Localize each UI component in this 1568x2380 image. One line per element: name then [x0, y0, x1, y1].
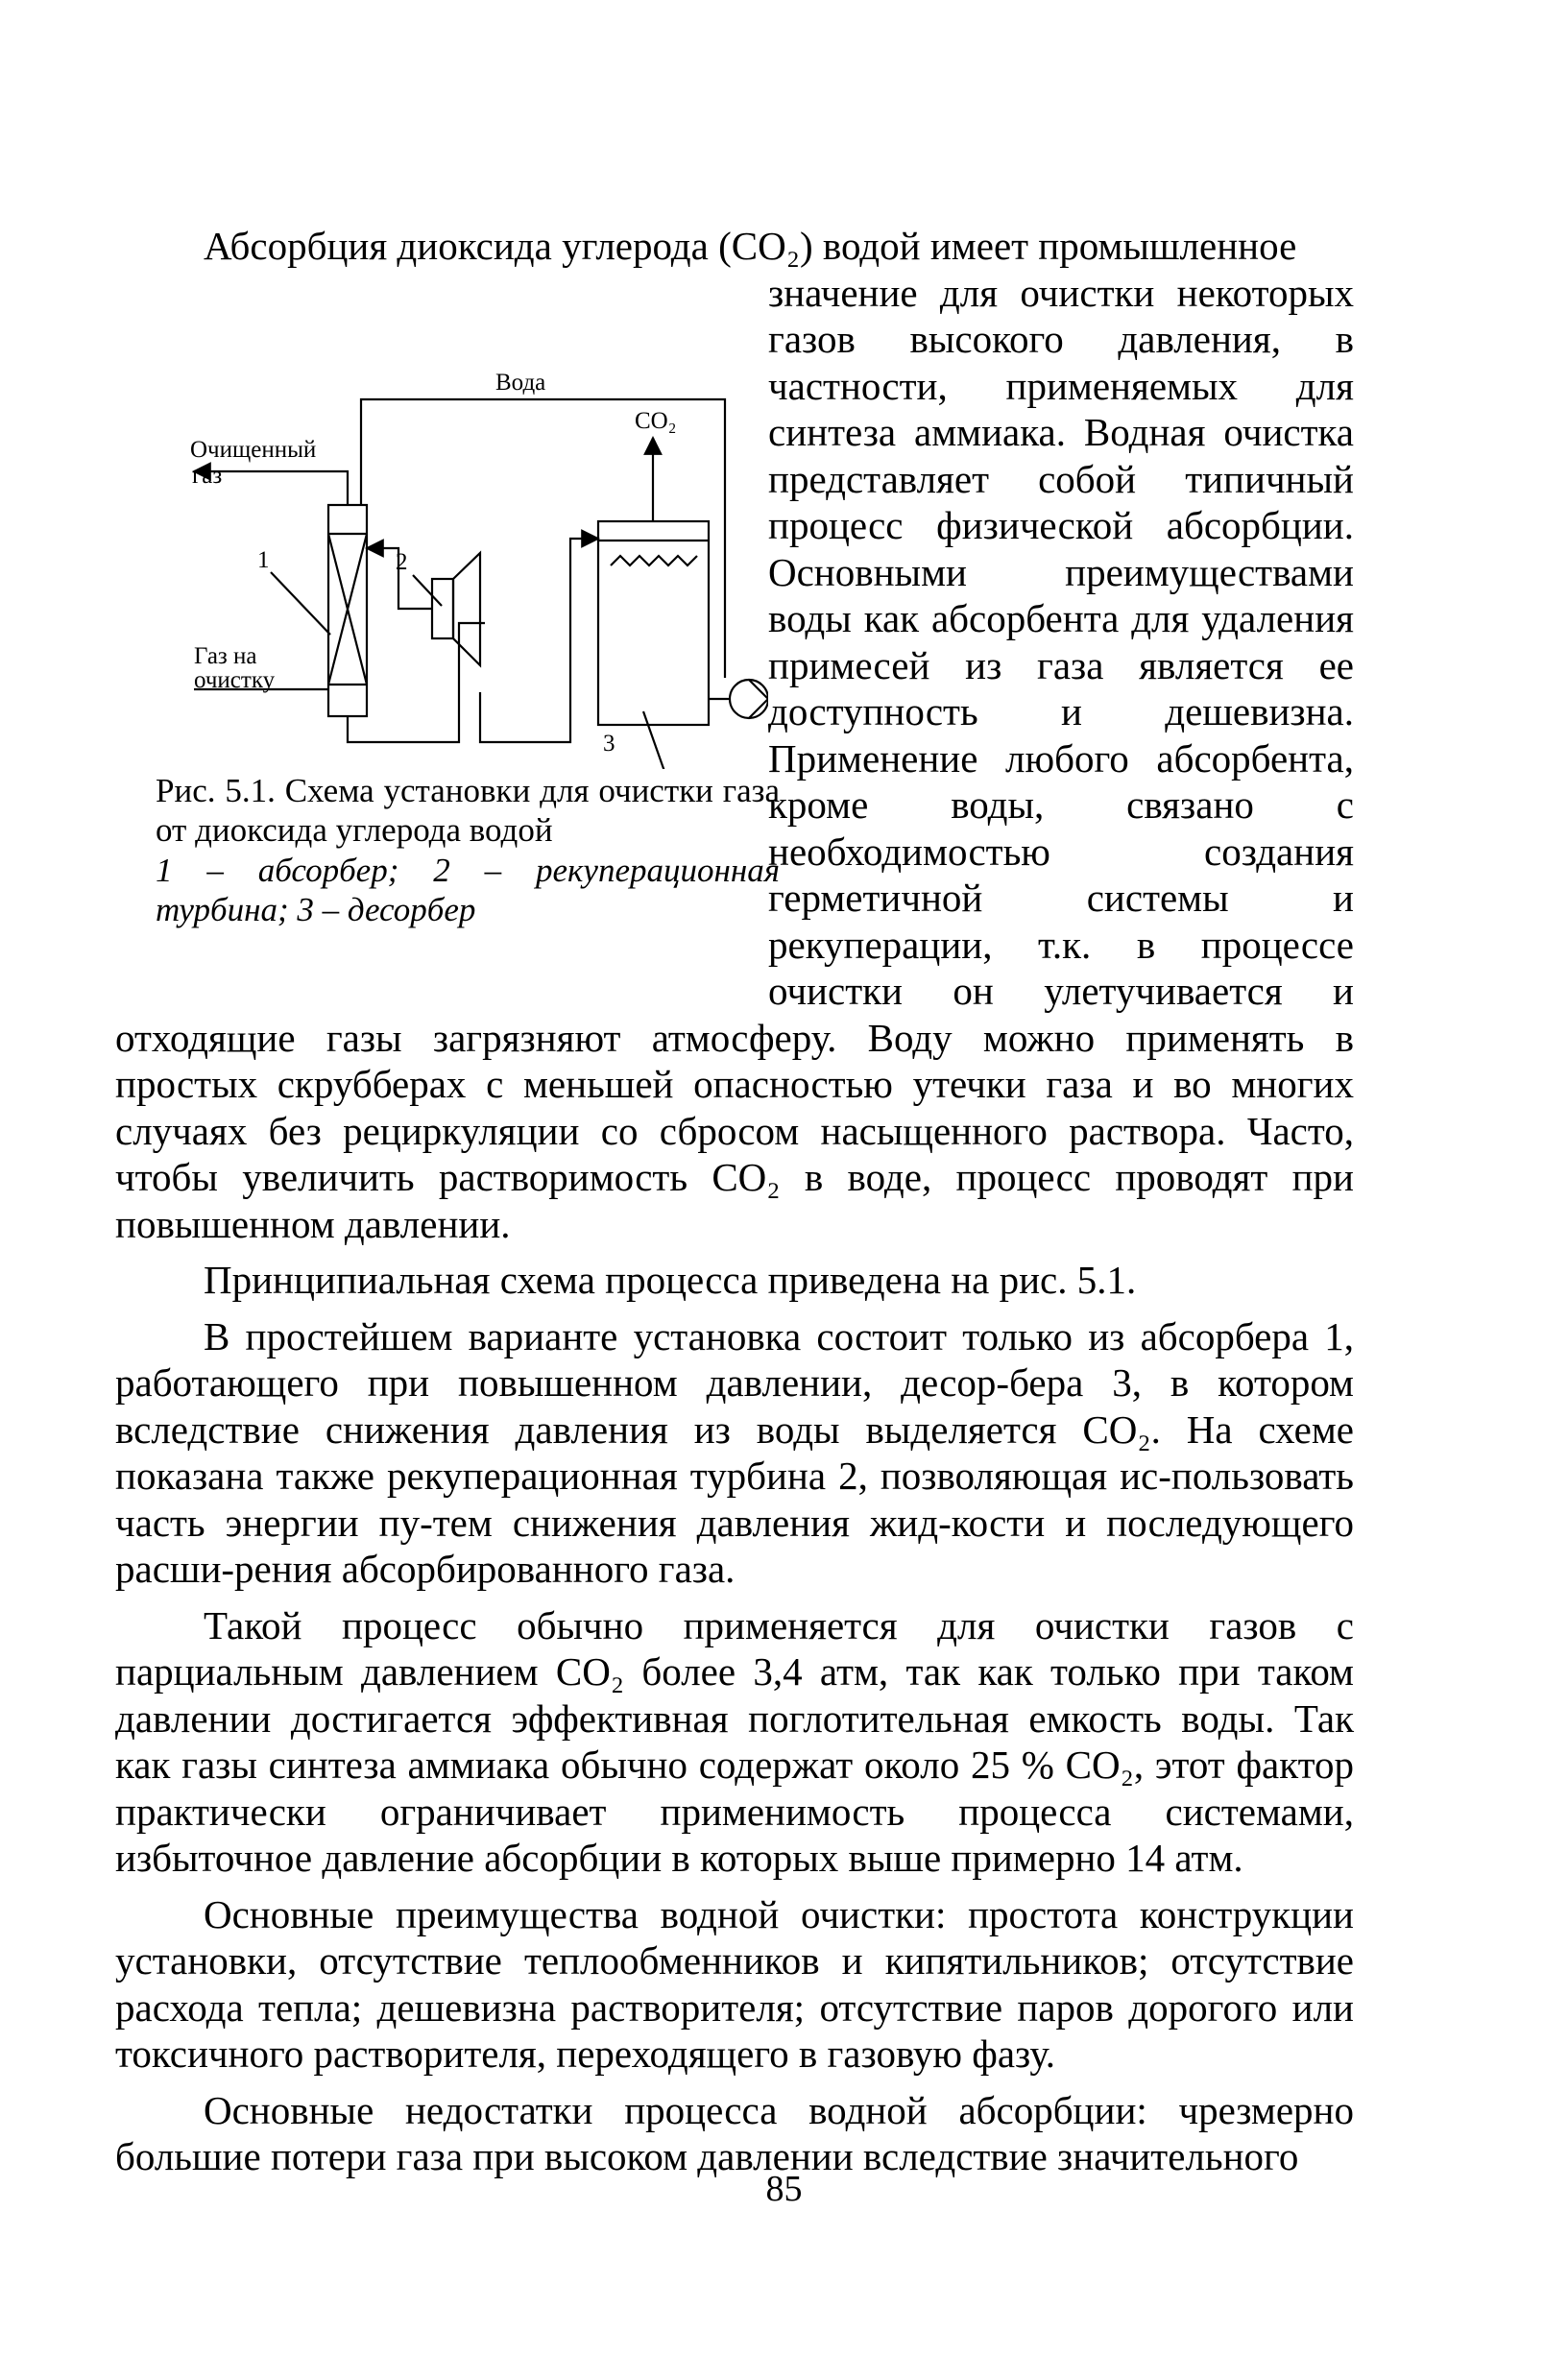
turbine-2: [432, 553, 480, 665]
paragraph-1-wrapped: значение для очистки некоторых газов высокого давления, в частности, применяемых для синтеза аммиака. Водная очистка представляет собой типичный процесс физической абсорбции. Основными преимуществами воды как абсорбента для удаления примесей из газа является ее доступность и дешевизна. Применение любого абсорбента, кроме воды, связано с необходимостью создания герметичной системы и рекуперации, т.к. в процессе очистки он улетучивается и отходящие газы загрязняют атмосферу. Воду можно применять в простых скрубберах с меньшей опасностью утечки газа и во многих случаях без рециркуляции со сбросом насыщенного раствора. Часто, чтобы увеличить растворимость CO₂ в воде, процесс проводят при повышенном давлении.: [115, 270, 1354, 1246]
label-co2: CO₂: [635, 407, 677, 434]
caption-title: Рис. 5.1. Схема установки для очистки газа от диоксида углерода водой: [156, 771, 780, 849]
label-gas-in-line2: очистку: [194, 666, 276, 693]
page-number: 85: [765, 2169, 803, 2209]
label-clean-gas-line2: газ: [192, 462, 223, 489]
absorber-1: [328, 505, 367, 716]
paragraph-6: Основные недостатки процесса водной абсорбции: чрезмерно большие потери газа при высоком давлении вследствие значительного: [115, 2087, 1354, 2178]
caption-legend: 1 – абсорбер; 2 – рекуперационная турбина; 3 – десорбер: [156, 851, 780, 928]
label-number-1: 1: [257, 546, 270, 573]
page-content: [115, 223, 1354, 2180]
label-clean-gas-line1: Очищенный: [190, 436, 317, 463]
desorber-3: [598, 521, 709, 725]
label-water: Вода: [495, 369, 546, 396]
label-number-3: 3: [603, 730, 615, 757]
paragraph-2: Принципиальная схема процесса приведена на рис. 5.1.: [204, 1258, 1137, 1302]
figure-5-1: [115, 270, 780, 976]
paragraph-3: В простейшем варианте установка состоит только из абсорбера 1, работающего при повышенном давлении, десор-бера 3, в котором вследствие снижения давления из воды выделяется CO₂. На схеме показана также рекуперационная турбина 2, позволяющая ис-пользовать часть энергии пу-тем снижения давления жид-кости и последующего расши-рения абсорбированного газа.: [115, 1313, 1354, 1591]
paragraph-1-first-line: Абсорбция диоксида углерода (CO₂) водой имеет промышленное: [204, 224, 1297, 268]
process-diagram: [115, 270, 768, 769]
paragraph-5: Основные преимущества водной очистки: простота конструкции установки, отсутствие теплообменников и кипятильников; отсутствие расхода тепла; дешевизна растворителя; отсутствие паров дорогого или токсичного растворителя, переходящего в газовую фазу.: [115, 1891, 1354, 2076]
paragraph-4: Такой процесс обычно применяется для очистки газов с парциальным давлением CO₂ более 3,4 атм, так как только при таком давлении достигается эффективная поглотительная емкость воды. Так как газы синтеза аммиака обычно содержат около 25 % CO₂, этот фактор практически ограничивает применимость процесса системами, избыточное давление абсорбции в которых выше примерно 14 атм.: [115, 1602, 1354, 1880]
label-gas-in-line1: Газ на: [194, 642, 257, 669]
figure-caption: [156, 771, 780, 930]
label-number-2: 2: [396, 548, 408, 575]
